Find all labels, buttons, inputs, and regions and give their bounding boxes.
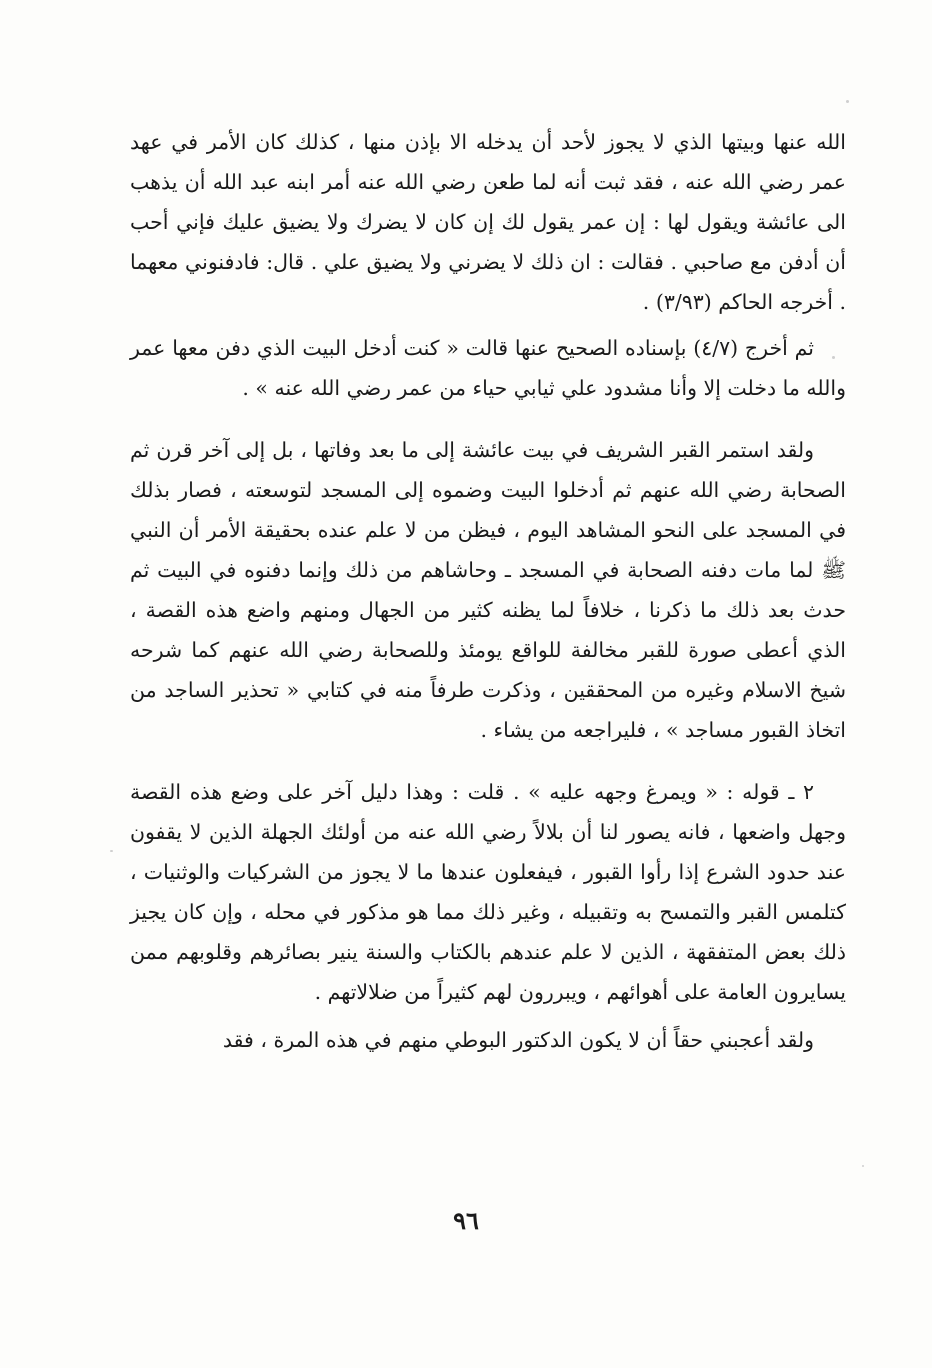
paragraph: ولقد أعجبني حقاً أن لا يكون الدكتور البوطي منهم في هذه المرة ، فقد <box>222 1028 814 1052</box>
paragraph: ولقد استمر القبر الشريف في بيت عائشة إلى ما بعد وفاتها ، بل إلى آخر قرن ثم الصحابة رضي الله عنهم ثم أدخلوا البيت وضموه إلى المسجد لتوسعته ، فصار بذلك في المسجد على النحو المشاهد اليوم ، فيظن من لا علم عنده بحقيقة الأمر أن النبي ﷺ لما مات دفنه الصحابة في المسجد ـ وحاشاهم من ذلك وإنما دفنوه في البيت ثم حدث بعد ذلك ما ذكرنا ، خلافاً لما يظنه كثير من الجهال ومنهم واضع هذه القصة ، الذي أعطى صورة للقبر مخالفة للواقع يومئذ وللصحابة رضي الله عنهم كما شرحه شيخ الاسلام وغيره من المحققين ، وذكرت طرفاً منه في كتابي « تحذير الساجد من اتخاذ القبور مساجد » ، فليراجعه من يشاء . <box>130 438 846 742</box>
scan-speck <box>846 100 849 103</box>
page-number: ٩٦ <box>453 1206 479 1235</box>
paragraph: ٢ ـ قوله : « ويمرغ وجهه عليه » . قلت : وهذا دليل آخر على وضع هذه القصة وجهل واضعها ، فانه يصور لنا أن بلالاً رضي الله عنه من أولئك الجهلة الذين لا يقفون عند حدود الشرع إذا رأوا القبور ، فيفعلون عندها ما لا يجوز من الشركيات والوثنيات ، كتلمس القبر والتمسح به وتقبيله ، وغير ذلك مما هو مذكور في محله ، وإن كان يجيز ذلك بعض المتفقهة ، الذين لا علم عندهم بالكتاب والسنة ينير بصائرهم وقلوبهم ممن يسايرون العامة على أهوائهم ، ويبررون لهم كثيراً من ضلالاتهم . <box>130 780 846 1004</box>
body-text <box>130 122 846 1060</box>
scan-speck <box>862 1165 864 1167</box>
scan-speck <box>110 850 113 852</box>
paragraph: الله عنها وبيتها الذي لا يجوز لأحد أن يدخله الا بإذن منها ، كذلك كان الأمر في عهد عمر رضي الله عنه ، فقد ثبت أنه لما طعن رضي الله عنه أمر ابنه عبد الله أن يذهب الى عائشة ويقول لها : إن عمر يقول لك إن كان لا يضرك ولا يضيق عليك فإني أحب أن أدفن مع صاحبي . فقالت : ان ذلك لا يضرني ولا يضيق علي . قال: فادفنوني معهما . أخرجه الحاكم (٣/٩٣) . <box>130 130 846 314</box>
paragraph: ثم أخرج (٤/٧) بإسناده الصحيح عنها قالت « كنت أدخل البيت الذي دفن معها عمر والله ما دخلت إلا وأنا مشدود علي ثيابي حياء من عمر رضي الله عنه » . <box>130 336 846 400</box>
